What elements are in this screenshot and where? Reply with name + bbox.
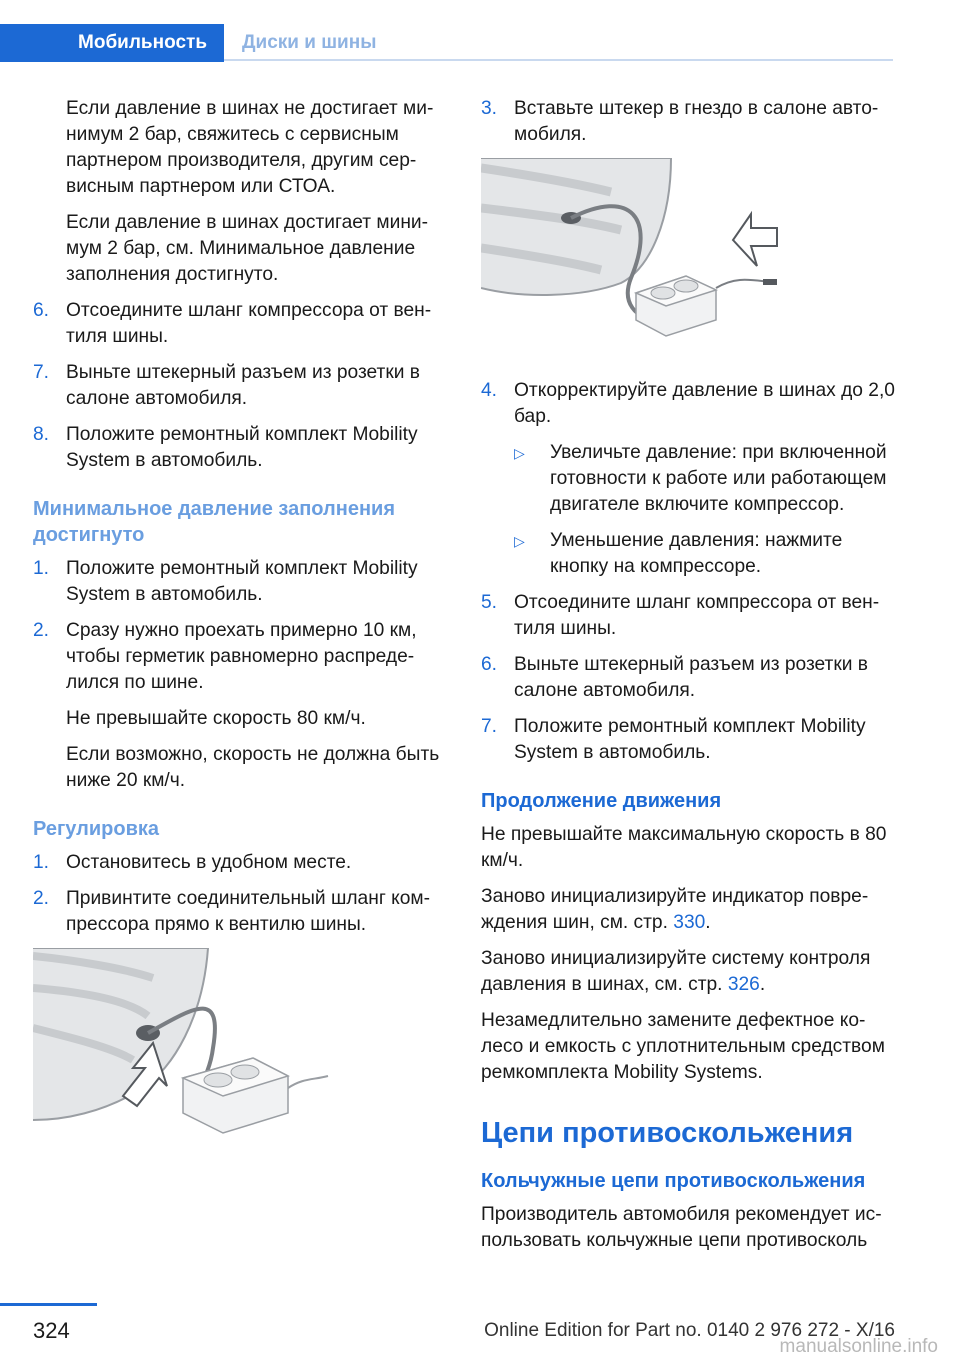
- step-number: 1.: [33, 852, 50, 873]
- step-note: Если возможно, скорость не должна быть ниже 20 км/ч.: [66, 744, 440, 791]
- figure-plug-socket: [481, 158, 896, 356]
- step-text: Привинтите соединительный шланг компрессора прямо к вентилю шины.: [66, 888, 431, 935]
- step-number: 7.: [33, 362, 50, 383]
- figure-hose-to-valve: [33, 948, 448, 1146]
- step-number: 3.: [481, 98, 498, 119]
- step-text: Отсоедините шланг компрессора от вентиля шины.: [514, 592, 880, 639]
- list-item: [33, 360, 448, 412]
- left-column: [33, 96, 448, 1168]
- continue-paragraph-1: Не превышайте максимальную скорость в 80 км/ч.: [481, 824, 887, 871]
- step-number: 7.: [481, 716, 498, 737]
- header-bar: [0, 24, 893, 62]
- step-number: 1.: [33, 558, 50, 579]
- plug-socket-illustration: [481, 158, 781, 348]
- triangle-bullet-icon: ▷: [514, 445, 525, 461]
- step-text: Откорректируйте давление в шинах до 2,0 бар.: [514, 380, 895, 427]
- step-text: Выньте штекерный разъем из розетки в салоне автомобиля.: [66, 362, 420, 409]
- text-run: Заново инициализируйте систему контроля давления в шинах, см. стр.: [481, 948, 871, 995]
- step-number: 2.: [33, 888, 50, 909]
- header-divider: [224, 59, 893, 61]
- step-text: Вставьте штекер в гнездо в салоне автомобиля.: [514, 98, 879, 145]
- step-text: Сразу нужно проехать примерно 10 км, чтобы герметик равномерно распределился по шине.: [66, 620, 417, 693]
- section-heading-adjust: Регулировка: [33, 818, 160, 840]
- bullet-text: Увеличьте давление: при включенной готовности к работе или работающем двигателе включите компрессор.: [550, 442, 887, 515]
- tab-mobility-label: Мобильность: [78, 32, 207, 53]
- step-note: Не превышайте скорость 80 км/ч.: [66, 708, 366, 729]
- footer-edition: Online Edition for Part no. 0140 2 976 272 - X/16: [484, 1320, 895, 1341]
- text-run: .: [705, 912, 711, 933]
- intro-paragraph-2: Если давление в шинах достигает минимум 2 бар, см. Минимальное давление заполнения достигнуто.: [66, 212, 429, 285]
- step-text: Отсоедините шланг компрессора от вентиля шины.: [66, 300, 432, 347]
- step-text: Остановитесь в удобном месте.: [66, 852, 352, 873]
- list-item: [33, 618, 448, 794]
- step-text: Выньте штекерный разъем из розетки в салоне автомобиля.: [514, 654, 868, 701]
- triangle-bullet-icon: ▷: [514, 533, 525, 549]
- list-item: [33, 422, 448, 474]
- compressor-valve-illustration: [33, 948, 333, 1138]
- tab-wheels-tires[interactable]: [242, 24, 376, 62]
- continue-paragraph-2: [481, 884, 896, 936]
- footer-accent-line: [0, 1303, 97, 1306]
- continue-paragraph-3: [481, 946, 896, 998]
- chains-paragraph-1: Производитель автомобиля рекомендует использовать кольчужные цепи противосколь: [481, 1204, 882, 1251]
- intro-paragraph-1: Если давление в шинах не достигает минимум 2 бар, свяжитесь с сервисным партнером производителя, другим сервисным партнером или СТОА.: [66, 98, 434, 197]
- page-ref-link[interactable]: 330: [673, 912, 706, 933]
- continue-paragraph-4: Незамедлительно замените дефектное колесо и емкость с уплотнительным средством ремкомплекта Mobility Systems.: [481, 1010, 885, 1083]
- step-number: 8.: [33, 424, 50, 445]
- list-item: [481, 652, 896, 704]
- step-number: 6.: [481, 654, 498, 675]
- step-number: 5.: [481, 592, 498, 613]
- tab-mobility[interactable]: [0, 24, 224, 62]
- bullet-text: Уменьшение давления: нажмите кнопку на компрессоре.: [550, 530, 843, 577]
- section-heading-chains: Кольчужные цепи противоскольжения: [481, 1170, 866, 1192]
- list-item: [33, 298, 448, 350]
- step-text: Положите ремонтный комплект Mobility System в автомобиль.: [514, 716, 866, 763]
- bullet-item: [514, 528, 896, 580]
- right-column: [481, 96, 896, 1264]
- page-ref-link[interactable]: 326: [727, 974, 760, 995]
- page-number: 324: [33, 1318, 70, 1343]
- bullet-item: [514, 440, 896, 518]
- list-item: [33, 556, 448, 608]
- list-item: [33, 850, 448, 876]
- list-item: [481, 714, 896, 766]
- watermark: manualsonline.info: [779, 1336, 938, 1357]
- list-item: [481, 96, 896, 148]
- section-heading-min-pressure: Минимальное давление заполнения достигнуто: [33, 498, 395, 546]
- section-heading-continue: Продолжение движения: [481, 790, 722, 812]
- text-run: Заново инициализируйте индикатор повреждения шин, см. стр.: [481, 886, 869, 933]
- step-number: 6.: [33, 300, 50, 321]
- list-item: [481, 590, 896, 642]
- step-number: 2.: [33, 620, 50, 641]
- chapter-title: Цепи противоскольжения: [481, 1117, 854, 1149]
- step-text: Положите ремонтный комплект Mobility System в автомобиль.: [66, 424, 418, 471]
- list-item: [33, 886, 448, 938]
- step-number: 4.: [481, 380, 498, 401]
- list-item: [481, 378, 896, 580]
- tab-wheels-tires-label: Диски и шины: [242, 32, 377, 53]
- text-run: .: [759, 974, 766, 995]
- step-text: Положите ремонтный комплект Mobility System в автомобиль.: [66, 558, 418, 605]
